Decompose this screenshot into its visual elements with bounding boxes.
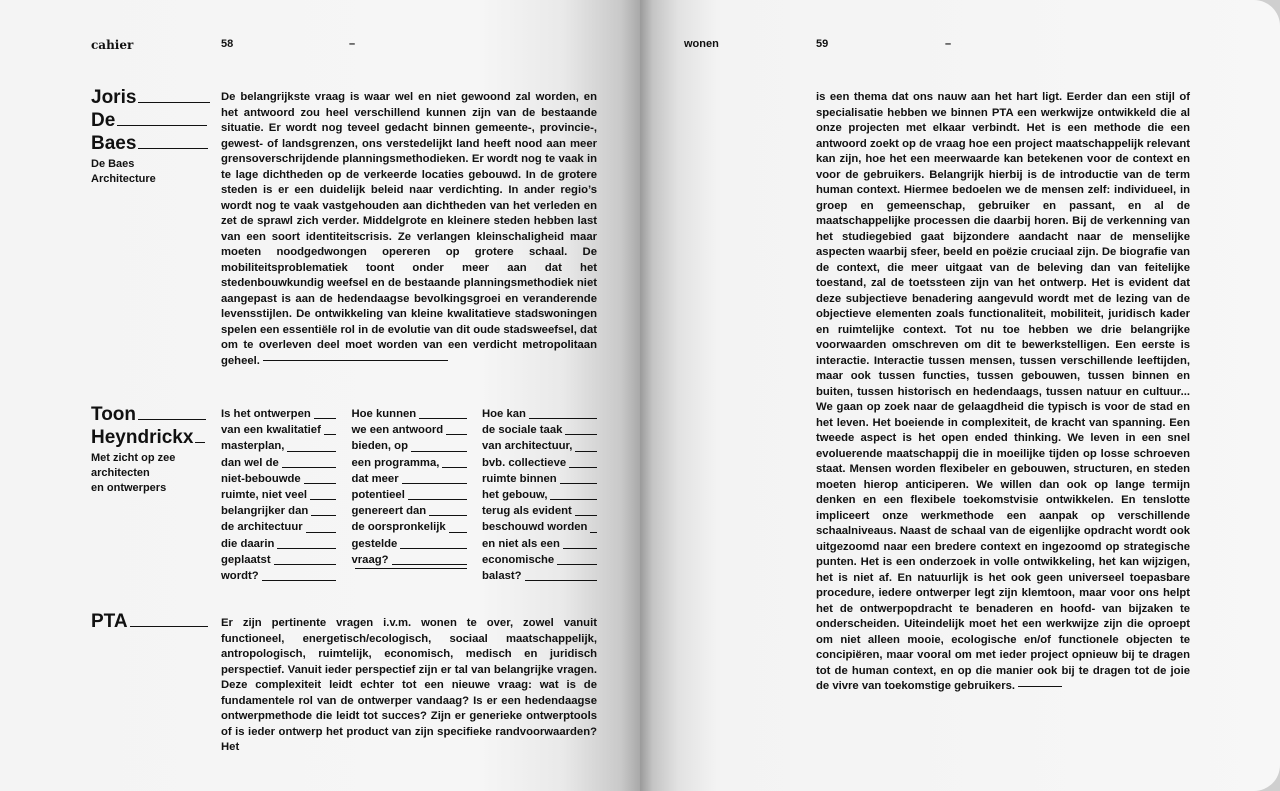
line-fill-rule [569,467,597,468]
author-toon-heyndrickx [91,403,216,496]
question-line-text: Is het ontwerpen [221,408,311,420]
end-rule [1018,686,1062,687]
line-fill-rule [575,451,597,452]
line-fill-rule [529,418,597,419]
question-line-text: gestelde [351,537,398,550]
question-line [482,438,597,454]
line-fill-rule [419,418,466,419]
question-line [221,406,336,422]
question-line-text: balast? [482,570,522,583]
author-affiliation: Met zicht op zee architecten en ontwerpers [91,452,176,494]
line-fill-rule [408,499,467,500]
line-fill-rule [262,580,336,581]
line-fill-rule [550,499,597,500]
line-fill-rule [575,515,597,516]
line-fill-rule [565,434,597,435]
name-rule [130,626,208,627]
question-line-text: ruimte binnen [482,472,557,485]
question-line [482,503,597,519]
author-name-line: De [91,110,116,131]
name-rule [138,102,210,103]
question-line-text: beschouwd worden [482,521,588,534]
question-line [352,422,467,438]
line-fill-rule [525,580,597,581]
question-line-text: bieden, op [351,440,408,453]
line-fill-rule [311,515,336,516]
question-line-text: ruimte, niet veel [221,489,308,502]
question-line-text: en niet als een [482,537,560,550]
question-column-1 [221,406,336,584]
right-page [640,0,1280,791]
question-line-text: vraag? [351,553,389,566]
question-line [221,487,336,503]
author-name-line: Baes [91,133,137,154]
line-fill-rule [277,548,336,549]
question-line [482,519,597,535]
question-column-2 [352,406,467,584]
question-line-text: we een antwoord [351,424,444,437]
name-rule [138,148,208,149]
name-rule [117,125,207,126]
question-line [221,568,336,584]
question-line-text: potentieel [351,489,405,502]
question-line [352,552,467,568]
question-line [221,503,336,519]
question-line-text: de architectuur [221,521,303,534]
question-line [482,422,597,438]
question-line-text: Hoe kan [482,408,526,420]
author-name-line: PTA [91,611,128,632]
author-affiliation: De Baes Architecture [91,158,156,185]
question-line-text: die daarin [221,537,275,550]
question-line-text: het gebouw, [482,489,548,502]
question-line [352,438,467,454]
page-number: 58 [221,38,234,50]
header-dash: – [349,38,356,50]
question-line [482,455,597,471]
question-line [352,487,467,503]
line-fill-rule [314,418,336,419]
end-rule [263,360,448,361]
question-line-text: de sociale taak [482,424,563,437]
question-line-text: van architectuur, [482,440,573,453]
question-line [221,536,336,552]
question-line [352,406,467,422]
question-line-text: wordt? [221,570,259,583]
line-fill-rule [563,548,597,549]
line-fill-rule [590,532,597,533]
line-fill-rule [442,467,466,468]
question-line-text: masterplan, [221,440,285,453]
question-line [221,552,336,568]
question-line [221,422,336,438]
question-line-text: terug als evident [482,505,572,518]
name-rule [138,419,206,420]
question-line-text: niet-bebouwde [221,472,301,485]
question-line [352,471,467,487]
name-rule [195,442,205,443]
question-line-text: een programma, [351,456,440,469]
line-fill-rule [449,532,467,533]
question-line [352,455,467,471]
line-fill-rule [446,434,466,435]
question-column-3 [482,406,597,584]
line-fill-rule [282,467,336,468]
question-line-text: bvb. collectieve [482,456,567,469]
question-line-text: dan wel de [221,456,279,469]
line-fill-rule [429,515,466,516]
question-line [352,568,467,572]
question-line-text: de oorspronkelijk [351,521,446,534]
question-line [482,536,597,552]
text-block-pta-continued: is een thema dat ons nauw aan het hart ligt. Eerder dan een stijl of specialisatie hebben we binnen PTA een werkwijze ontwikkeld die al onze projecten met elkaar verbindt. Het is een methode die een antwoord zoekt op de vraag hoe een project maatschappelijk relevant kan zijn, hoe het een meerwaarde kan betekenen voor de context en voor de gebruikers. Belangrijk hierbij is de introductie van de term human context. Hiermee bedoelen we de mensen zelf: individueel, in groep en gemeenschap, gebruiker en passant, en al de maatschappelijke processen die daarbij horen. Bij de verkenning van het studiegebied gaat bijzondere aandacht naar de menselijke aspecten waarbij sfeer, beeld en poëzie cruciaal zijn. De biografie van de context, die meer uitgaat van de beleving dan van feitelijke toestand, zal de toetssteen zijn van het ontwerp. Het is evident dat deze subjectieve benadering aangevuld wordt met de lezing van de objectieve elementen zoals functionaliteit, mobiliteit, juridisch kader en ruimtelijke context. Tot nu toe hebben we drie belangrijke voorwaarden omschreven om dit te bewerkstelligen. Een eerste is interactie. Interactie tussen mensen, tussen verschillende leeftijden, maar ook tussen functies, tussen gebouwen, tussen binnen en buiten, tussen historisch en hedendaags, tussen natuur en cultuur... We gaan op zoek naar de gelaagdheid die typisch is voor de stad en het leven. Het boeiende in complexiteit, de kracht van spanning. Een tweede aspect is het open ended thinking. We leven in een snel evoluerende maatschappij die in moeilijke tijden op losse schroeven staat. Mensen worden flexibeler en gebouwen, structuren, en steden moeten hierop anticiperen. We willen dan ook op lange termijn denken en een flexibele toekomstvisie ontwikkelen. En tenslotte impliceert onze werkmethode een aanpak op verschillende schaalniveaus. Naast de schaal van de eigenlijke opdracht wordt ook uitgezoomd naar een bredere context en ingezoomd op strategische punten. Het is een onderzoek in volle ontwikkeling, het kan wijzigen, het is niet af. En natuurlijk is het ook geen universeel toepasbare procedure, iedere ontwerper legt zijn klemtoon, maar voor ons helpt het de ontwerpopdracht te benaderen en hoofd- van bijzaken te onderscheiden. Uiteindelijk moet het een werkwijze zijn die oproept om niet alleen mooie, ecologische en/of functionele objecten te concipiëren, maar vooral om met ieder project opnieuw bij te dragen tot de human context, en op die manier ook bij te dragen tot de joie de vivre van toekomstige gebruikers. [816,91,1190,692]
question-line [482,552,597,568]
question-line-text: van een kwalitatief [221,424,321,437]
question-line-text: belangrijker dan [221,505,309,518]
author-name-line: Joris [91,87,137,108]
line-fill-rule [304,483,336,484]
text-block-pta: Er zijn pertinente vragen i.v.m. wonen te over, zowel vanuit functioneel, energetisch/ecologisch, sociaal maatschappelijk, antropologisch, ruimtelijk, economisch, medisch en juridisch perspectief. Vanuit ieder perspectief zijn er tal van belangrijke vragen. Deze complexiteit leidt echter tot een nieuwe vraag: wat is de fundamentele rol van de ontwerper vandaag? Is er een hedendaagse ontwerpmethode die leidt tot succes? Zijn er generieke ontwerptools of is ieder ontwerp het product van zijn specifieke randvoorwaarden? Het [221,617,597,753]
line-fill-rule [557,564,597,565]
line-fill-rule [274,564,336,565]
question-line-text: dat meer [351,472,399,485]
author-name-line: Heyndrickx [91,427,194,448]
question-line-text: Hoe kunnen [351,408,417,420]
question-line [482,568,597,584]
page-number: 59 [816,38,829,50]
line-fill-rule [392,564,467,565]
text-block-heyndrickx [221,406,597,584]
question-line-text: genereert dan [351,505,427,518]
line-fill-rule [355,568,467,569]
line-fill-rule [306,532,336,533]
author-pta [91,610,216,633]
question-line [482,406,597,422]
question-line [482,487,597,503]
text-block-de-baes: De belangrijkste vraag is waar wel en niet gewoond zal worden, en het antwoord zou heel verschillend kunnen zijn van de bestaande situatie. Er wordt nog teveel gedacht binnen gemeente-, provincie-, gewest- of landsgrenzen, ons verstedelijkt land heeft nood aan meer grensoverschrijdende planningsmethodieken. Er wordt nog te vaak in te lage dichtheden op de verkeerde locaties gebouwd. In de grotere steden is er een duidelijk beleid naar verdichting. In ander regio’s wordt nog te vaak vastgehouden aan dichtheden van het verleden en zet de sprawl zich verder. Middelgrote en kleinere steden hebben last van een soort identiteitscrisis. Ze verlangen kleinschaligheid maar moeten noodgedwongen opereren op grotere schaal. De mobiliteitsproblematiek toont onder meer aan dat het stedenbouwkundig weefsel en de bestaande planningsmethodiek niet aangepast is aan de hedendaagse bevolkingsgroei en veranderende levensstijlen. De ontwikkeling van kleine kwalitatieve stadswoningen spelen een essentiële rol in de evolutie van dit oude stadsweefsel, dat om te overleven deel moet worden van een verdicht metropolitaan geheel. [221,91,597,367]
section-header: wonen [684,38,719,50]
line-fill-rule [324,434,336,435]
question-line-text: economische [482,553,555,566]
line-fill-rule [411,451,467,452]
section-header: cahier [91,38,134,52]
question-line [352,519,467,535]
question-line [482,471,597,487]
line-fill-rule [310,499,336,500]
question-line-text: geplaatst [221,553,271,566]
author-joris-de-baes [91,86,216,187]
question-line [221,471,336,487]
question-line [352,536,467,552]
author-name-line: Toon [91,404,137,425]
question-line [221,519,336,535]
question-line [352,503,467,519]
header-dash: – [945,38,952,50]
question-line [221,455,336,471]
line-fill-rule [400,548,466,549]
line-fill-rule [402,483,467,484]
line-fill-rule [560,483,597,484]
line-fill-rule [287,451,336,452]
question-line [221,438,336,454]
